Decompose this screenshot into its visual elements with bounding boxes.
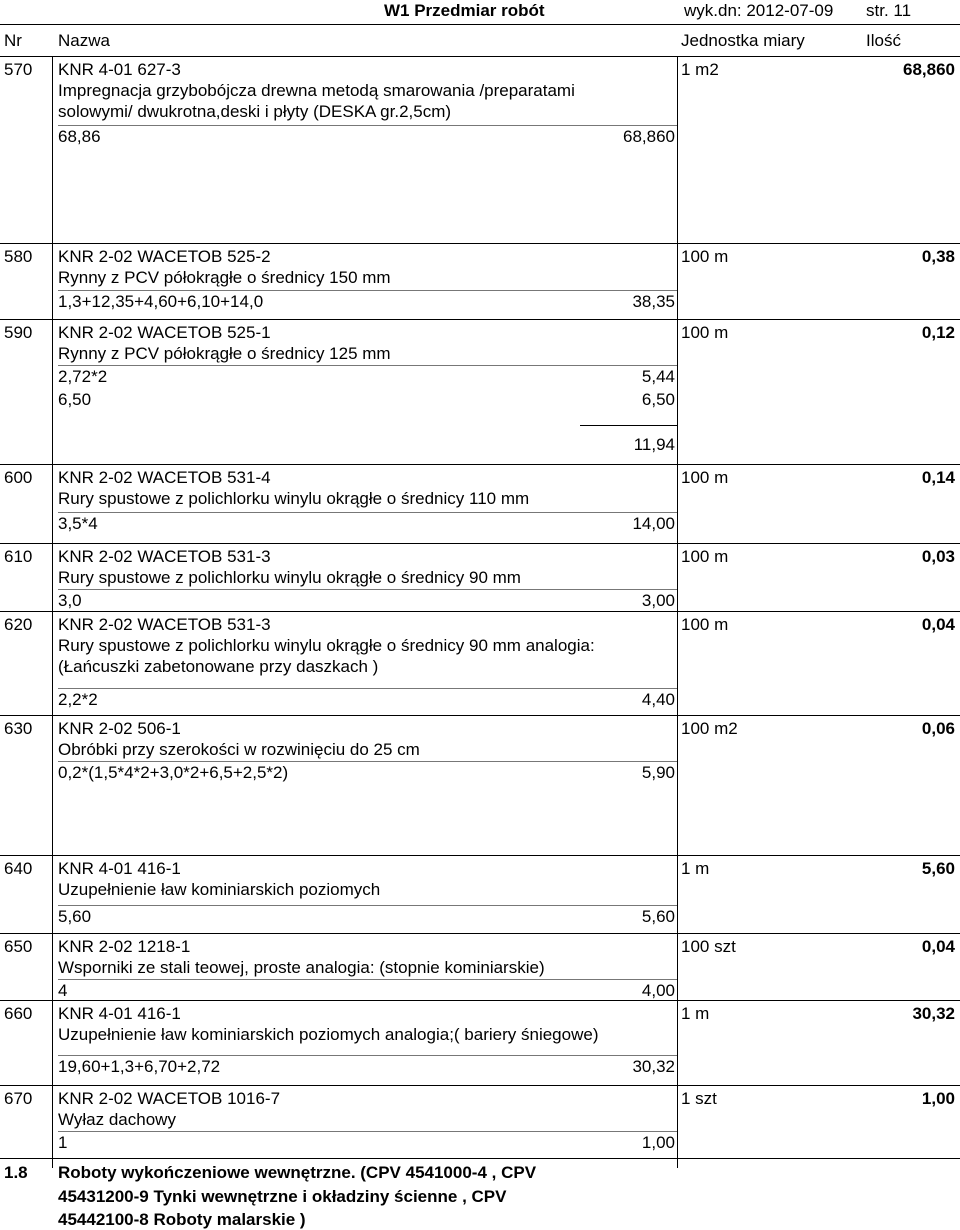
row-nr: 640 <box>4 859 33 878</box>
column-qty: Ilość <box>866 31 901 50</box>
row-nr: 570 <box>4 60 33 79</box>
row-separator <box>0 319 960 320</box>
calc-separator <box>58 761 677 762</box>
calc-expression: 68,86 <box>58 127 101 146</box>
row-description: Uzupełnienie ław kominiarskich poziomych analogia;( bariery śniegowe) <box>58 1025 599 1044</box>
row-description: (Łańcuszki zabetonowane przy daszkach ) <box>58 657 379 676</box>
calc-separator <box>58 512 677 513</box>
row-quantity: 0,06 <box>921 719 955 738</box>
calc-separator <box>58 125 677 126</box>
row-code: KNR 2-02 WACETOB 531-3 <box>58 547 271 566</box>
calc-separator <box>58 1055 677 1056</box>
calc-separator <box>58 1131 677 1132</box>
calc-value: 5,90 <box>641 763 675 782</box>
calc-separator <box>58 589 677 590</box>
row-quantity: 0,12 <box>921 323 955 342</box>
section-title-line-1: Roboty wykończeniowe wewnętrzne. (CPV 4541000-4 , CPV <box>58 1163 537 1182</box>
calc-value: 4,00 <box>641 981 675 1000</box>
row-nr: 600 <box>4 468 33 487</box>
calc-value: 1,00 <box>641 1133 675 1152</box>
row-unit: 100 m <box>681 615 729 634</box>
document-date: wyk.dn: 2012-07-09 <box>684 1 834 20</box>
calc-expression: 1,3+12,35+4,60+6,10+14,0 <box>58 292 264 311</box>
row-description: Wsporniki ze stali teowej, proste analogia: (stopnie kominiarskie) <box>58 958 545 977</box>
row-nr: 660 <box>4 1004 33 1023</box>
calc-expression: 2,2*2 <box>58 690 98 709</box>
page-number: str. 11 <box>866 1 912 20</box>
row-unit: 100 szt <box>681 937 736 956</box>
row-code: KNR 4-01 416-1 <box>58 1004 181 1023</box>
calc-expression: 2,72*2 <box>58 367 108 386</box>
calc-sum: 11,94 <box>633 435 675 454</box>
row-separator <box>0 1085 960 1086</box>
calc-separator <box>58 905 677 906</box>
row-description: Rury spustowe z polichlorku winylu okrągłe o średnicy 110 mm <box>58 489 530 508</box>
row-separator <box>0 611 960 612</box>
calc-value: 68,860 <box>623 127 675 146</box>
section-number: 1.8 <box>4 1163 28 1182</box>
row-description: Impregnacja grzybobójcza drewna metodą smarowania /preparatami <box>58 81 575 100</box>
calc-value: 4,40 <box>641 690 675 709</box>
row-description: Wyłaz dachowy <box>58 1110 176 1129</box>
calc-value: 5,60 <box>641 907 675 926</box>
row-quantity: 0,14 <box>921 468 955 487</box>
calc-value: 38,35 <box>632 292 675 311</box>
calc-expression: 5,60 <box>58 907 92 926</box>
calc-separator <box>58 979 677 980</box>
row-unit: 100 m2 <box>681 719 738 738</box>
row-nr: 590 <box>4 323 33 342</box>
calc-expression: 4 <box>58 981 68 1000</box>
document-title: W1 Przedmiar robót <box>384 1 545 20</box>
row-separator <box>0 715 960 716</box>
row-quantity: 0,38 <box>921 247 955 266</box>
row-unit: 100 m <box>681 323 729 342</box>
calc-expression: 3,0 <box>58 591 82 610</box>
row-separator <box>0 543 960 544</box>
row-description: solowymi/ dwukrotna,deski i płyty (DESKA gr.2,5cm) <box>58 102 452 121</box>
row-code: KNR 2-02 506-1 <box>58 719 181 738</box>
row-description: Uzupełnienie ław kominiarskich poziomych <box>58 880 381 899</box>
column-nr: Nr <box>4 31 22 50</box>
row-code: KNR 2-02 WACETOB 525-1 <box>58 323 271 342</box>
row-separator <box>0 1000 960 1001</box>
calc-separator <box>58 688 677 689</box>
row-unit: 1 m2 <box>681 60 719 79</box>
calc-expression: 6,50 <box>58 390 92 409</box>
row-separator <box>0 464 960 465</box>
row-nr: 620 <box>4 615 33 634</box>
section-title-line-3: 45442100-8 Roboty malarskie ) <box>58 1210 306 1229</box>
row-quantity: 0,04 <box>921 937 955 956</box>
sum-rule <box>580 425 677 426</box>
row-quantity: 0,04 <box>921 615 955 634</box>
row-unit: 1 szt <box>681 1089 717 1108</box>
calc-value: 30,32 <box>632 1057 675 1076</box>
row-separator <box>0 1158 960 1159</box>
row-description: Rynny z PCV półokrągłe o średnicy 150 mm <box>58 268 391 287</box>
row-quantity: 0,03 <box>921 547 955 566</box>
row-code: KNR 2-02 WACETOB 531-4 <box>58 468 271 487</box>
calc-expression: 19,60+1,3+6,70+2,72 <box>58 1057 221 1076</box>
row-quantity: 30,32 <box>912 1004 955 1023</box>
column-divider-nr <box>52 56 53 1168</box>
section-title-line-2: 45431200-9 Tynki wewnętrzne i okładziny ścienne , CPV <box>58 1187 507 1206</box>
calc-separator <box>58 290 677 291</box>
calc-expression: 0,2*(1,5*4*2+3,0*2+6,5+2,5*2) <box>58 763 289 782</box>
row-nr: 650 <box>4 937 33 956</box>
row-nr: 670 <box>4 1089 33 1108</box>
row-separator <box>0 933 960 934</box>
row-description: Rynny z PCV półokrągłe o średnicy 125 mm <box>58 344 391 363</box>
calc-separator <box>58 365 677 366</box>
row-code: KNR 2-02 WACETOB 1016-7 <box>58 1089 281 1108</box>
column-unit: Jednostka miary <box>681 31 805 50</box>
row-unit: 1 m <box>681 1004 710 1023</box>
row-separator <box>0 56 960 57</box>
row-code: KNR 2-02 1218-1 <box>58 937 191 956</box>
row-unit: 100 m <box>681 547 729 566</box>
row-quantity: 68,860 <box>903 60 955 79</box>
calc-value: 14,00 <box>632 514 675 533</box>
row-separator <box>0 243 960 244</box>
row-separator <box>0 855 960 856</box>
row-code: KNR 2-02 WACETOB 525-2 <box>58 247 271 266</box>
row-nr: 630 <box>4 719 33 738</box>
column-name: Nazwa <box>58 31 110 50</box>
row-unit: 1 m <box>681 859 710 878</box>
calc-value: 6,50 <box>641 390 675 409</box>
calc-value: 5,44 <box>641 367 675 386</box>
calc-expression: 3,5*4 <box>58 514 98 533</box>
row-quantity: 1,00 <box>921 1089 955 1108</box>
row-description: Rury spustowe z polichlorku winylu okrągłe o średnicy 90 mm analogia: <box>58 636 595 655</box>
row-nr: 580 <box>4 247 33 266</box>
row-quantity: 5,60 <box>921 859 955 878</box>
row-unit: 100 m <box>681 468 729 487</box>
row-description: Obróbki przy szerokości w rozwinięciu do 25 cm <box>58 740 420 759</box>
row-description: Rury spustowe z polichlorku winylu okrągłe o średnicy 90 mm <box>58 568 521 587</box>
row-nr: 610 <box>4 547 33 566</box>
calc-value: 3,00 <box>641 591 675 610</box>
row-code: KNR 4-01 416-1 <box>58 859 181 878</box>
column-divider-name <box>677 56 678 1168</box>
row-code: KNR 2-02 WACETOB 531-3 <box>58 615 271 634</box>
row-unit: 100 m <box>681 247 729 266</box>
header-top-border <box>0 24 960 25</box>
calc-expression: 1 <box>58 1133 68 1152</box>
row-code: KNR 4-01 627-3 <box>58 60 181 79</box>
